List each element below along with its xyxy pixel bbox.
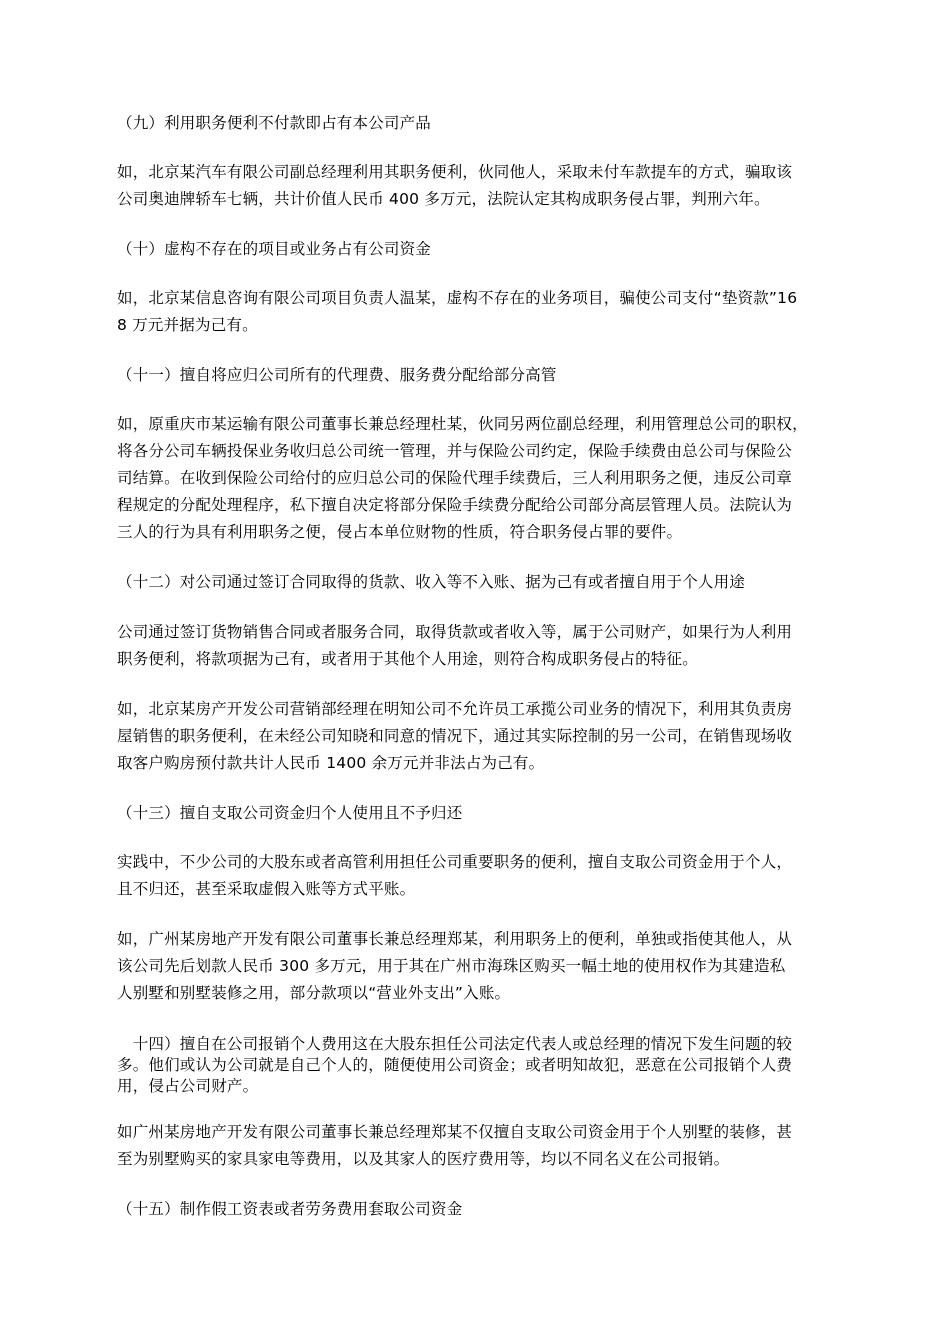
heading-10: [117, 236, 853, 263]
paragraph-12b: [117, 696, 853, 777]
text-line: 如，原重庆市某运输有限公司董事长兼总经理杜某，伙同另两位副总经理，利用管理总公司的职权，: [117, 415, 808, 433]
text-line: 至为别墅购买的家具家电等费用，以及其家人的医疗费用等，均以不同名义在公司报销。: [117, 1150, 730, 1168]
text-line: （十三）擅自支取公司资金归个人使用且不予归还: [117, 804, 463, 822]
paragraph-12a: [117, 619, 853, 673]
text-line: 司结算。在收到保险公司给付的应归总公司的保险代理手续费后，三人利用职务之便，违反公司章: [117, 469, 793, 487]
paragraph-13b: [117, 926, 853, 1007]
text-line: 多。他们或认为公司就是自己个人的，随便使用公司资金；或者明知故犯，恶意在公司报销个人费: [117, 1056, 793, 1074]
text-line: 实践中，不少公司的大股东或者高管利用担任公司重要职务的便利，擅自支取公司资金用于个人，: [117, 853, 793, 871]
paragraph-10: [117, 285, 853, 339]
text-line: 如，广州某房地产开发有限公司董事长兼总经理郑某，利用职务上的便利，单独或指使其他人，从: [117, 930, 793, 948]
text-line: 将各分公司车辆投保业务收归总公司统一管理，并与保险公司约定，保险手续费由总公司与保险公: [117, 442, 793, 460]
text-line: （十二）对公司通过签订合同取得的货款、收入等不入账、据为己有或者擅自用于个人用途: [117, 573, 746, 591]
text-line: 如广州某房地产开发有限公司董事长兼总经理郑某不仅擅自支取公司资金用于个人别墅的装修，甚: [117, 1123, 793, 1141]
text-line: 公司通过签订货物销售合同或者服务合同，取得货款或者收入等，属于公司财产，如果行为人利用: [117, 623, 793, 641]
text-line: 三人的行为具有利用职务之便，侵占本单位财物的性质，符合职务侵占罪的要件。: [117, 523, 683, 541]
text-line: 程规定的分配处理程序，私下擅自决定将部分保险手续费分配给公司部分高层管理人员。法院认为: [117, 496, 793, 514]
paragraph-13a: [117, 849, 853, 903]
text-line: 公司奥迪牌轿车七辆，共计价值人民币 400 多万元，法院认定其构成职务侵占罪，判刑六年。: [117, 190, 770, 208]
text-line: 职务便利，将款项据为己有，或者用于其他个人用途，则符合构成职务侵占的特征。: [117, 650, 698, 668]
heading-13: [117, 800, 853, 827]
text-line: 如，北京某信息咨询有限公司项目负责人温某，虚构不存在的业务项目，骗使公司支付“垫资款”16: [117, 289, 798, 307]
text-line: （十五）制作假工资表或者劳务费用套取公司资金: [117, 1200, 463, 1218]
heading-11: [117, 362, 853, 389]
text-line: （十一）擅自将应归公司所有的代理费、服务费分配给部分高管: [117, 366, 557, 384]
heading-15: [117, 1196, 853, 1223]
heading-12: [117, 569, 853, 596]
heading-9: [117, 110, 853, 137]
text-line: （九）利用职务便利不付款即占有本公司产品: [117, 114, 432, 132]
text-line: 取客户购房预付款共计人民币 1400 余万元并非法占为己有。: [117, 754, 545, 772]
paragraph-14a: [117, 1034, 853, 1097]
paragraph-14b: [117, 1119, 853, 1173]
paragraph-11: [117, 411, 853, 546]
text-line: 8 万元并据为己有。: [117, 316, 258, 334]
text-line: 该公司先后划款人民币 300 多万元，用于其在广州市海珠区购买一幅土地的使用权作为其建造私: [117, 957, 786, 975]
text-line: （十）虚构不存在的项目或业务占有公司资金: [117, 240, 432, 258]
text-line: 人别墅和别墅装修之用，部分款项以“营业外支出”入账。: [117, 984, 511, 1002]
text-line: 如，北京某汽车有限公司副总经理利用其职务便利，伙同他人，采取未付车款提车的方式，骗取该: [117, 163, 793, 181]
text-line: 用，侵占公司财产。: [117, 1077, 259, 1095]
text-line: 如，北京某房产开发公司营销部经理在明知公司不允许员工承揽公司业务的情况下，利用其负责房: [117, 700, 793, 718]
text-line: 且不归还，甚至采取虚假入账等方式平账。: [117, 880, 416, 898]
text-line: 屋销售的职务便利，在未经公司知晓和同意的情况下，通过其实际控制的另一公司，在销售现场收: [117, 727, 793, 745]
text-line: 十四）擅自在公司报销个人费用这在大股东担任公司法定代表人或总经理的情况下发生问题的较: [117, 1035, 793, 1053]
paragraph-9: [117, 159, 853, 213]
